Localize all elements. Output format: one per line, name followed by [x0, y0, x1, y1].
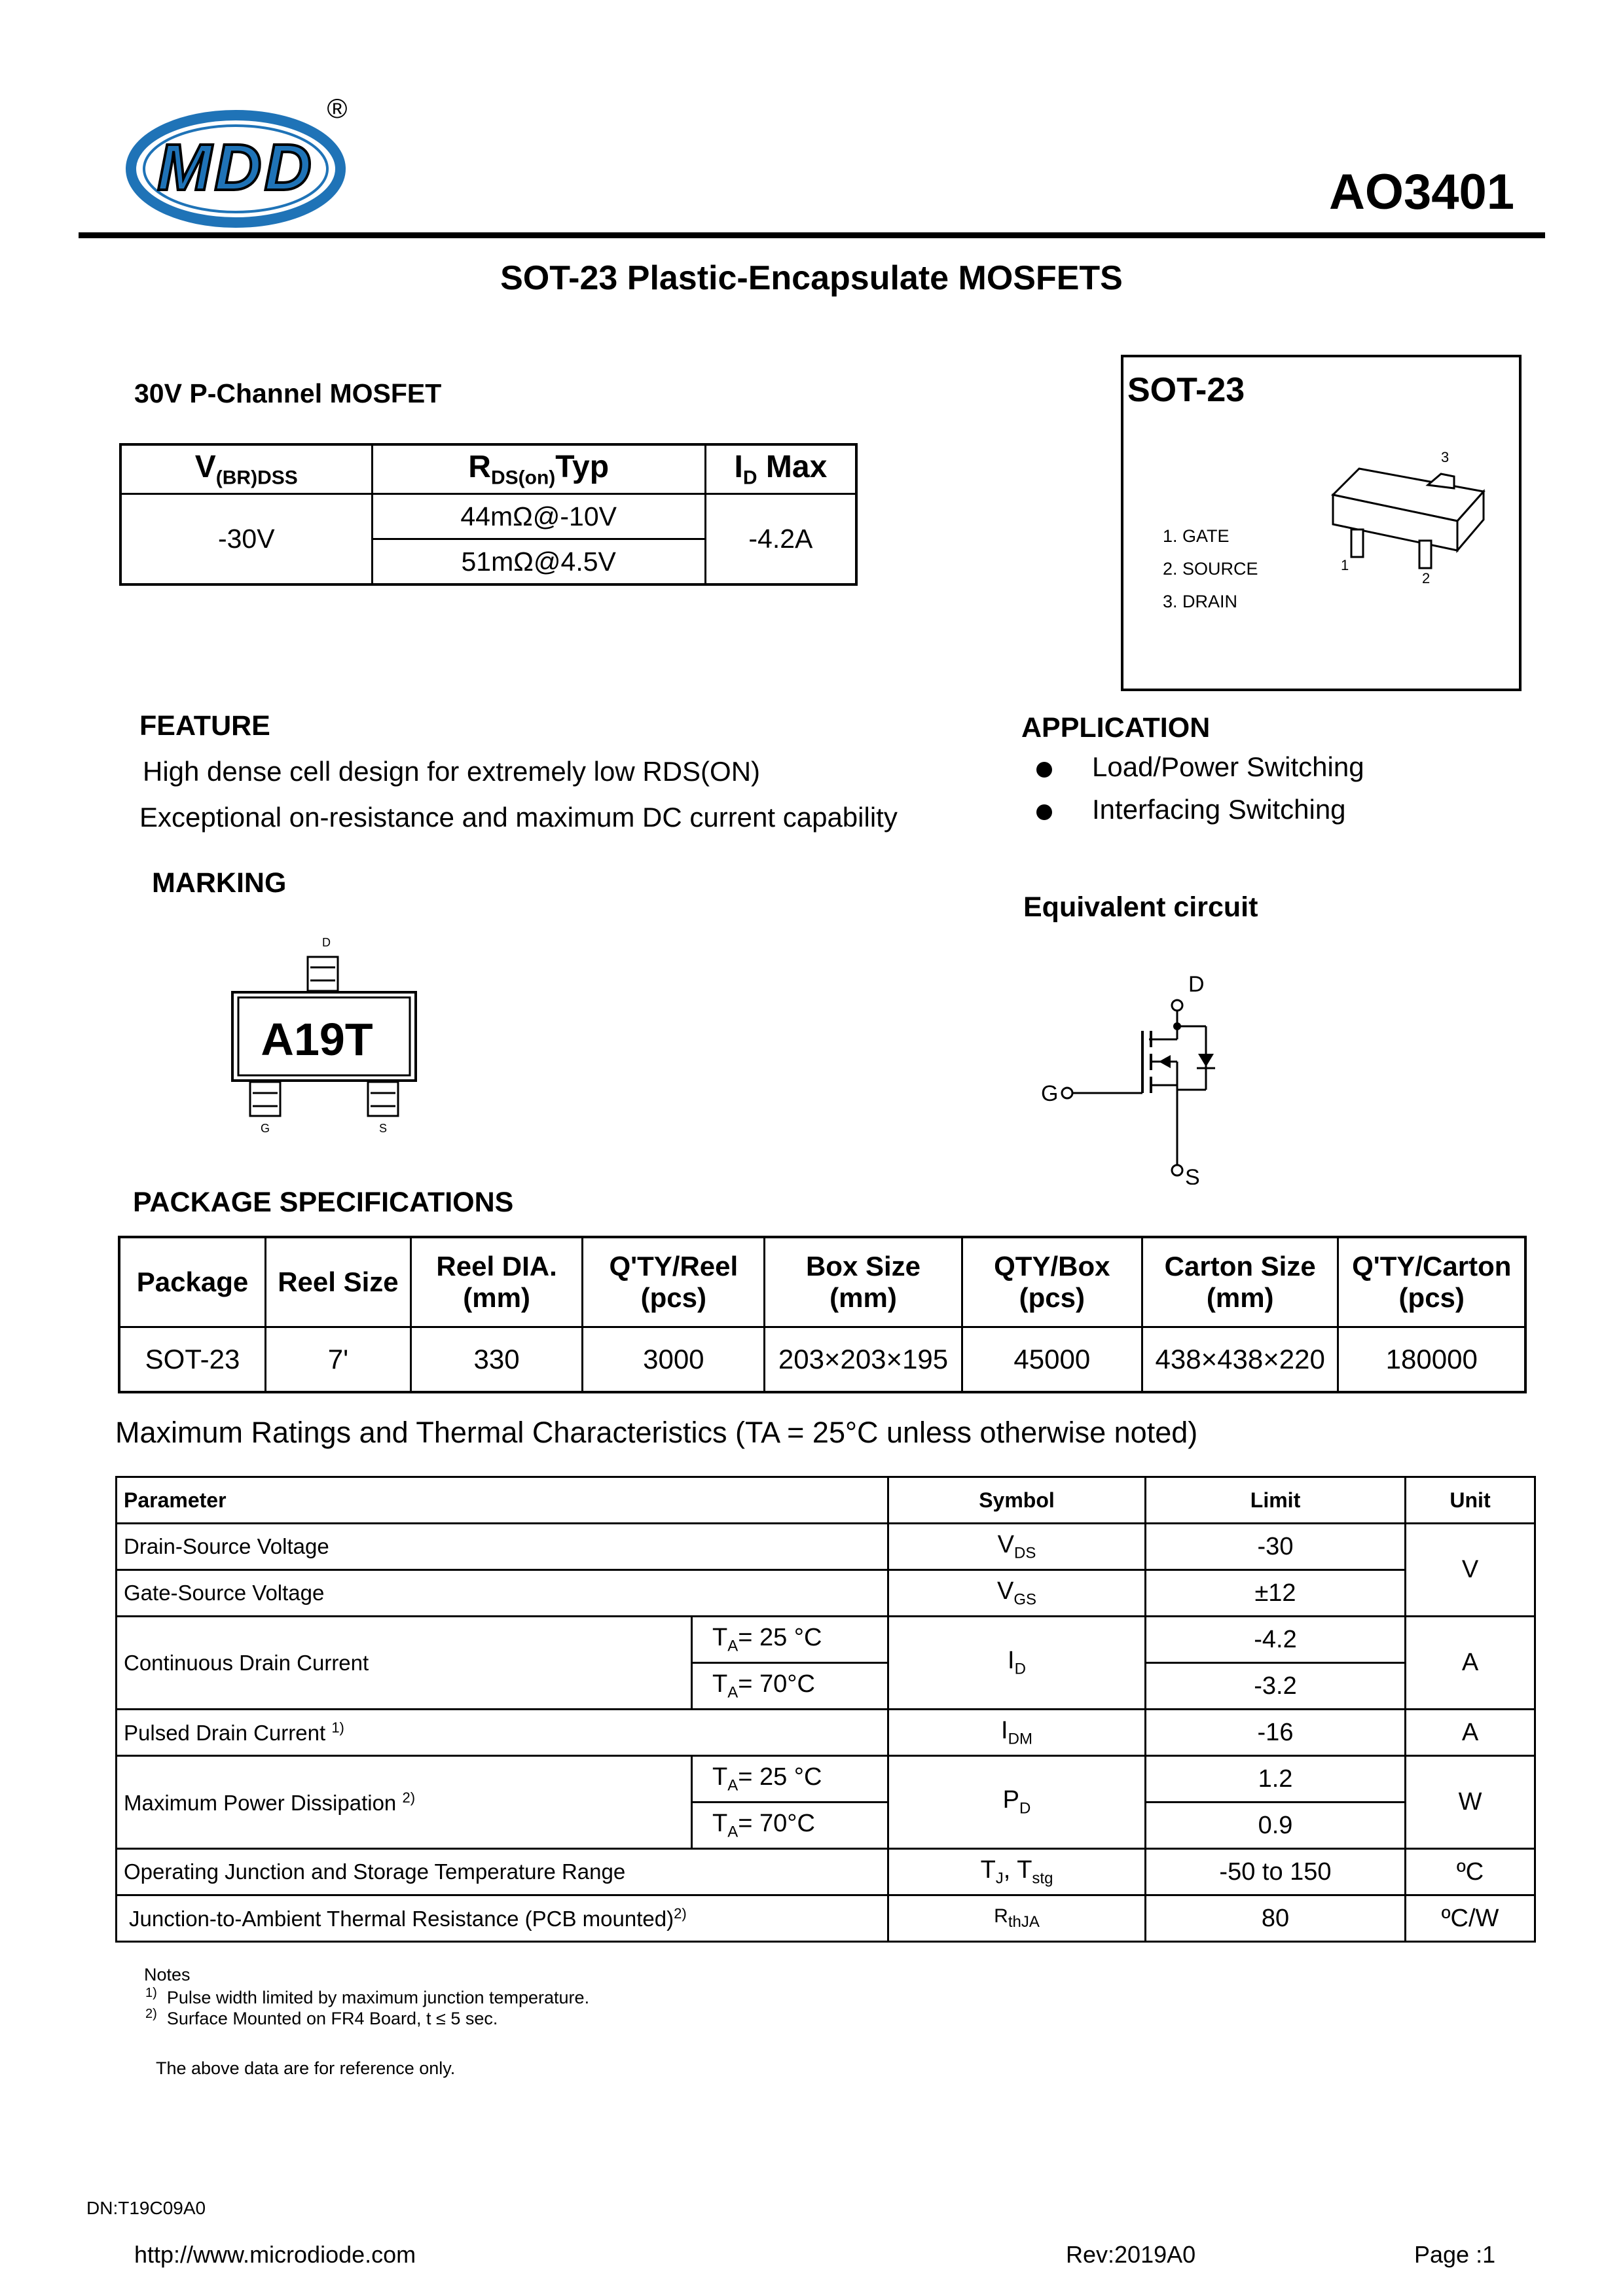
package-box-title: SOT-23	[1127, 371, 1245, 409]
package-spec-cell: 180000	[1338, 1327, 1525, 1393]
note-1: $^{1)}$ Pulse width limited by maximum junction temperature.	[145, 1986, 590, 2007]
param-idm: Pulsed Drain Current $^{1)}$	[117, 1710, 888, 1756]
page-number: Page :1	[1414, 2241, 1496, 2268]
limit-id-70: -3.2	[1146, 1663, 1406, 1710]
symbol-idm: $I_{DM}$	[888, 1710, 1146, 1756]
unit-tj: ºC	[1406, 1849, 1535, 1895]
part-number: AO3401	[1329, 164, 1515, 220]
package-spec-cell: 45000	[962, 1327, 1142, 1393]
summary-table	[119, 443, 858, 586]
limit-pd-25: 1.2	[1146, 1756, 1406, 1803]
symbol-pd: $P_D$	[888, 1756, 1146, 1849]
mosfet-circuit-diagram	[1034, 969, 1244, 1185]
note-2: $^{2)}$ Surface Mounted on FR4 Board, t ≤ 5 sec.	[145, 2007, 498, 2028]
table-row	[117, 1710, 1535, 1756]
cond-70c-pd: $T_A= 70^\circ C$	[692, 1803, 888, 1849]
package-spec-cell: 438×438×220	[1142, 1327, 1338, 1393]
package-spec-header: Q'TY/Carton (pcs)	[1338, 1237, 1525, 1327]
document-number: DN:T19C09A0	[86, 2198, 206, 2218]
feature-line-1: High dense cell design for extremely low RDS(ON)	[143, 756, 761, 787]
ratings-header-limit: Limit	[1146, 1477, 1406, 1524]
param-vds: Drain-Source Voltage	[117, 1524, 888, 1570]
cond-70c: $T_A= 70^\circ C$	[692, 1663, 888, 1710]
application-item-1: Load/Power Switching	[1092, 751, 1364, 782]
company-logo	[124, 92, 367, 229]
package-spec-header: Q'TY/Reel (pcs)	[583, 1237, 765, 1327]
bullet-icon	[1036, 804, 1052, 820]
limit-pd-70: 0.9	[1146, 1803, 1406, 1849]
package-spec-data-row	[119, 1327, 1525, 1393]
package-spec-header: Carton Size (mm)	[1142, 1237, 1338, 1327]
marking-pin-g: G	[261, 1122, 270, 1135]
registered-mark: ®	[327, 93, 348, 124]
marking-pin-s: S	[379, 1122, 388, 1135]
unit-idm: A	[1406, 1710, 1535, 1756]
circuit-title: Equivalent circuit	[1023, 891, 1258, 923]
ratings-title: Maximum Ratings and Thermal Characteristics (TA = 25°C unless otherwise noted)	[115, 1416, 1198, 1449]
table-row	[117, 1524, 1535, 1570]
feature-title: FEATURE	[139, 710, 270, 742]
website-link[interactable]: http://www.microdiode.com	[134, 2241, 416, 2268]
marking-code: A19T	[261, 1014, 373, 1065]
package-spec-header: Reel Size	[266, 1237, 411, 1327]
package-spec-header: Reel DIA. (mm)	[410, 1237, 583, 1327]
reference-note: The above data are for reference only.	[156, 2058, 456, 2078]
table-row	[117, 1617, 1535, 1663]
pin-number-3: 3	[1441, 449, 1450, 465]
limit-rth: 80	[1146, 1895, 1406, 1942]
logo-text: MDD	[157, 131, 314, 204]
pin-number-2: 2	[1422, 570, 1431, 586]
table-row	[117, 1570, 1535, 1617]
symbol-id: $I_D$	[888, 1617, 1146, 1710]
header-rule	[79, 232, 1545, 238]
package-spec-cell: SOT-23	[119, 1327, 266, 1393]
id-value: -4.2A	[705, 494, 856, 585]
header-rds: $R_{DS(on)}Typ$	[372, 444, 705, 494]
table-row	[117, 1849, 1535, 1895]
symbol-tj: $T_J$, $T_{stg}$	[888, 1849, 1146, 1895]
package-spec-header-row	[119, 1237, 1525, 1327]
application-item-2: Interfacing Switching	[1092, 794, 1346, 825]
document-title: SOT-23 Plastic-Encapsulate MOSFETS	[500, 259, 1123, 297]
pin-label-drain: 3. DRAIN	[1163, 592, 1238, 611]
unit-rth: ºC/W	[1406, 1895, 1535, 1942]
symbol-vgs: $V_{GS}$	[888, 1570, 1146, 1617]
package-outline-box	[1121, 355, 1522, 691]
cond-25c: $T_A= 25$ °C	[692, 1617, 888, 1663]
circuit-label-s: S	[1185, 1165, 1200, 1185]
vbr-value: -30V	[120, 494, 372, 585]
param-vgs: Gate-Source Voltage	[117, 1570, 888, 1617]
notes-title: Notes	[144, 1965, 191, 1984]
package-spec-table	[118, 1236, 1527, 1393]
unit-pd: W	[1406, 1756, 1535, 1849]
ratings-header-unit: Unit	[1406, 1477, 1535, 1524]
param-pd: Maximum Power Dissipation $^{2)}$	[117, 1756, 692, 1849]
marking-title: MARKING	[152, 867, 287, 899]
limit-vds: -30	[1146, 1524, 1406, 1570]
package-spec-header: Box Size (mm)	[765, 1237, 962, 1327]
ratings-header-symbol: Symbol	[888, 1477, 1146, 1524]
table-row	[117, 1756, 1535, 1803]
package-spec-cell: 203×203×195	[765, 1327, 962, 1393]
pin-label-source: 2. SOURCE	[1163, 559, 1258, 579]
package-spec-title: PACKAGE SPECIFICATIONS	[133, 1187, 514, 1218]
package-spec-header: QTY/Box (pcs)	[962, 1237, 1142, 1327]
limit-vgs: ±12	[1146, 1570, 1406, 1617]
param-tj: Operating Junction and Storage Temperature Range	[117, 1849, 888, 1895]
summary-title: 30V P-Channel MOSFET	[134, 378, 442, 408]
marking-pin-d: D	[322, 936, 331, 949]
revision: Rev:2019A0	[1066, 2241, 1196, 2268]
ratings-header-parameter: Parameter	[117, 1477, 888, 1524]
unit-id: A	[1406, 1617, 1535, 1710]
package-spec-cell: 3000	[583, 1327, 765, 1393]
ratings-table	[115, 1476, 1536, 1943]
limit-idm: -16	[1146, 1710, 1406, 1756]
cond-25c-pd: $T_A= 25$ °C	[692, 1756, 888, 1803]
limit-id-25: -4.2	[1146, 1617, 1406, 1663]
symbol-rth: $R_{thJA}$	[888, 1895, 1146, 1942]
param-id: Continuous Drain Current	[117, 1617, 692, 1710]
pin-number-1: 1	[1341, 557, 1349, 573]
circuit-label-g: G	[1041, 1081, 1059, 1106]
rds-value-1: 44mΩ@-10V	[372, 494, 705, 539]
package-spec-cell: 7'	[266, 1327, 411, 1393]
application-title: APPLICATION	[1021, 712, 1211, 744]
marking-diagram	[223, 929, 432, 1139]
package-spec-cell: 330	[410, 1327, 583, 1393]
package-spec-header: Package	[119, 1237, 266, 1327]
header-id: $I_D$ Max	[705, 444, 856, 494]
rds-value-2: 51mΩ@4.5V	[372, 539, 705, 585]
feature-line-2: Exceptional on-resistance and maximum DC current capability	[139, 802, 898, 833]
table-row	[117, 1895, 1535, 1942]
bullet-icon	[1036, 762, 1052, 778]
sot23-package-icon	[1307, 436, 1516, 606]
circuit-label-d: D	[1188, 972, 1205, 997]
header-vbr: $V_{(BR)DSS}$	[120, 444, 372, 494]
symbol-vds: $V_{DS}$	[888, 1524, 1146, 1570]
unit-voltage: V	[1406, 1524, 1535, 1617]
mdd-logo-icon	[124, 92, 367, 229]
pin-label-gate: 1. GATE	[1163, 526, 1230, 546]
param-rth: Junction-to-Ambient Thermal Resistance (PCB mounted)$^{2)}$	[117, 1895, 888, 1942]
limit-tj: -50 to 150	[1146, 1849, 1406, 1895]
